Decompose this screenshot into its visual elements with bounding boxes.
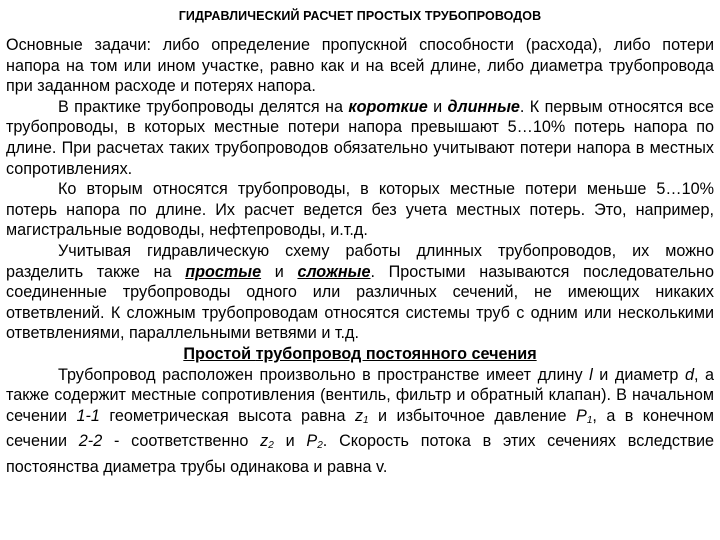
text-run: В практике трубопроводы делятся на <box>58 97 349 116</box>
text-run: и диаметр <box>592 365 685 384</box>
paragraph-main-tasks: Основные задачи: либо определение пропускной способности (расхода), либо потери напора на том или ином участке, равно как и на всей длине, либо диаметра трубопровода при заданном расходе и потерях напора. <box>6 36 714 96</box>
text-run: и <box>427 97 448 116</box>
term-complex: сложные <box>297 262 371 281</box>
term-short: короткие <box>348 97 428 116</box>
text-run: Трубопровод расположен произвольно в пространстве имеет длину <box>58 365 590 384</box>
subscript-2: 2 <box>317 440 323 452</box>
term-simple: простые <box>185 262 262 281</box>
var-p: P <box>576 406 587 425</box>
section-subheading <box>6 344 714 365</box>
document-title: ГИДРАВЛИЧЕСКИЙ РАСЧЕТ ПРОСТЫХ ТРУБОПРОВОДОВ <box>178 9 542 23</box>
subscript-1: 1 <box>586 414 593 426</box>
text-run: и <box>261 262 298 281</box>
text-run: . Простыми называются последовательно соединенные трубопроводы одного или различных сечений, не имеющих никаких ответвлений. К сложным трубопроводам относятся системы труб с одним или несколькими ответвлениями, параллельными ветвями и т.д. <box>6 262 715 343</box>
var-p: P <box>306 432 318 451</box>
var-z: z <box>260 432 269 451</box>
section-2-2: 2-2 <box>78 432 103 451</box>
text-run: и избыточное давление <box>368 406 576 425</box>
text-run: и <box>273 432 307 451</box>
paragraph-pipeline-description <box>6 365 714 478</box>
text-run: геометрическая высота равна <box>99 406 355 425</box>
term-long: длинные <box>447 97 520 116</box>
text-run: - соответственно <box>102 432 261 451</box>
var-diameter: d <box>684 365 694 384</box>
var-length: l <box>589 365 593 384</box>
paragraph-classification <box>6 97 714 179</box>
subheading-part: Простой <box>183 344 256 363</box>
text-run: . К первым относятся все трубопроводы, в которых местные потери напора превышают 5…10% потерь напора по длине. При расчетах таких трубопроводов обязательно учитывают потери напора в местных сопротивлениях. <box>6 97 714 178</box>
var-z: z <box>354 406 364 425</box>
text-run: , а в конечном сечении <box>6 406 714 451</box>
document-body <box>6 35 714 477</box>
paragraph-long-pipelines: Ко вторым относятся трубопроводы, в которых местные потери меньше 5…10% потерь напора по длине. Их расчет ведется без учета местных потерь. Это, например, магистральные водоводы, нефтепроводы, и.т.д. <box>6 180 714 240</box>
section-1-1: 1-1 <box>76 406 100 425</box>
subheading-part: трубопровод постоянного сечения <box>255 344 537 363</box>
text-run: , а также содержит местные сопротивления (вентиль, фильтр и обратный клапан). В начальном сечении <box>6 365 715 425</box>
text-run: . Скорость потока в этих сечениях вследствие постоянства диаметра трубы одинакова и равна v. <box>6 432 714 476</box>
paragraph-simple-complex <box>6 241 714 344</box>
subscript-1: 1 <box>363 414 369 426</box>
subscript-2: 2 <box>268 440 274 452</box>
text-run: Учитывая гидравлическую схему работы длинных трубопроводов, их можно разделить также на <box>6 241 714 281</box>
